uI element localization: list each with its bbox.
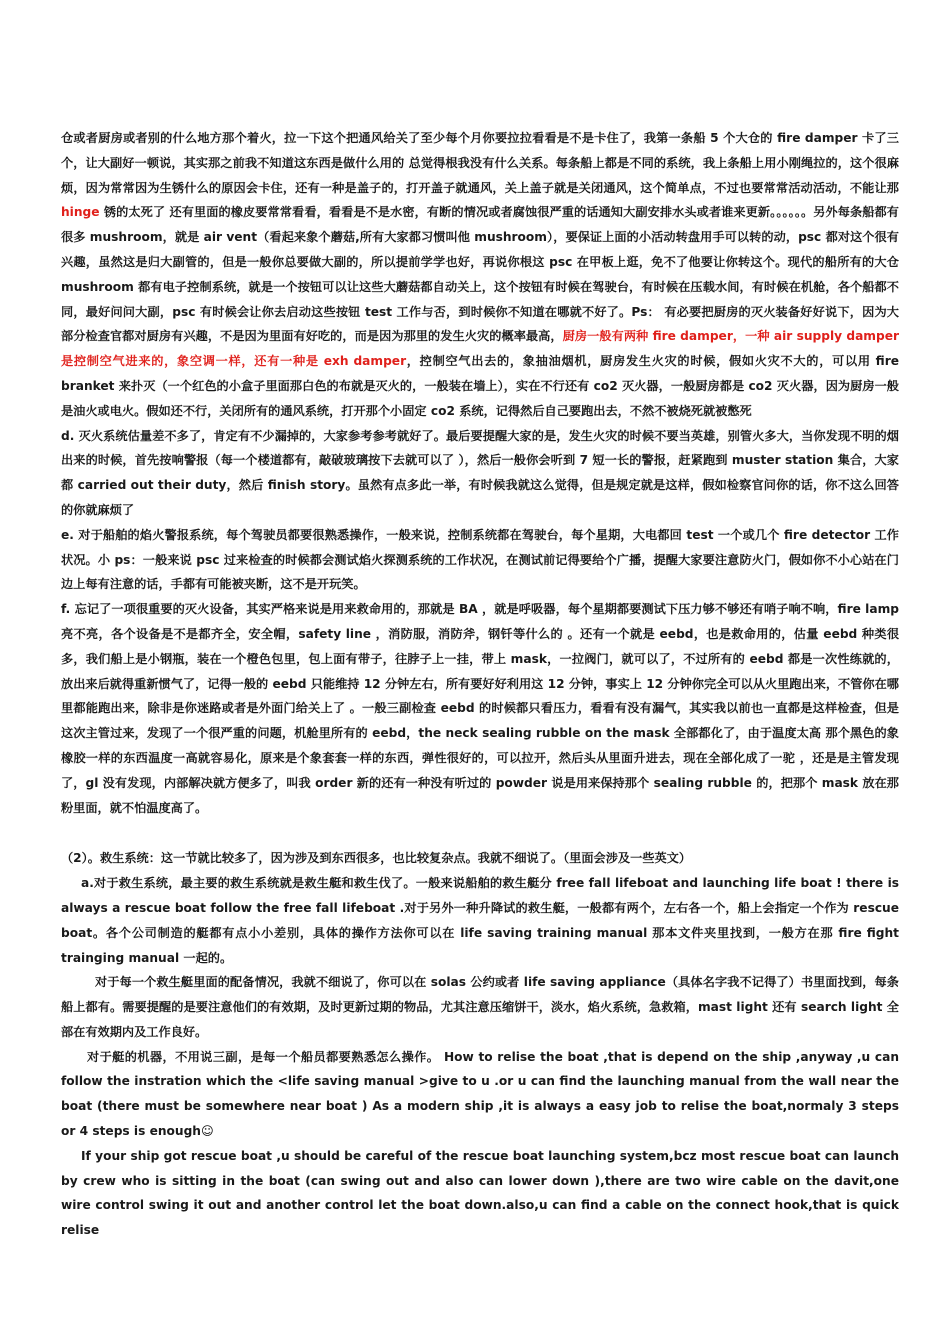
item-f-paragraph: f. 忘记了一项很重要的灭火设备，其实严格来说是用来救命用的，那就是 BA ，就是呼吸器，每个星期都要测试下压力够不够还有哨子响不响，fire lamp 亮不亮，各个设备是不是都齐全，安全帽，safety line ，消防服，消防斧，钢钎等什么的 。还有一个就是 eebd，也是救命用的，估量 eebd 种类很多，我们船上是小钢瓶，装在一个橙色包里，包上面有带子，往脖子上一挂，带上 mask，一拉阀门，就可以了，不过所有的 eebd 都是一次性练就的，放出来后就得重新惯气了，记得一般的 eebd 只能维持 12 分钟左右，所有要好好利用这 12 分钟，事实上 12 分钟你完全可以从火里跑出来，不管你在哪里都能跑出来，除非是你迷路或者是外面门给关上了 。一般三副检查 eebd 的时候都只看压力，看看有没有漏气，其实我以前也一直都是这样检查，但是这次主管过来，发现了一个很严重的问题，机舱里所有的 eebd，the neck sealing rubble on the mask 全部都化了，由于温度太高 那个黑色的象橡胶一样的东西温度一高就容易化，原来是个象套套一样的东西，弹性很好的，可以拉开，然后头从里面升进去，现在全部化成了一驼 ，还是是主管发现了，gl 没有发现，内部解决就方便多了，叫我 order 新的还有一种没有听过的 powder 说是用来保持那个 sealing rubble 的，把那个 mask 放在那粉里面，就不怕温度高了。 bbox=[61, 602, 899, 815]
section-2-heading: （2）。救生系统：这一节就比较多了，因为涉及到东西很多，也比较复杂点。我就不细说了。（里面会涉及一些英文） bbox=[61, 851, 692, 866]
item-d-paragraph: d. 灭火系统估量差不多了，肯定有不少漏掉的，大家参考参考就好了。最后要提醒大家的是，发生火灾的时候不要当英雄，别管火多大，当你发现不明的烟出来的时候，首先按响警报（每一个楼道都有，敲破玻璃按下去就可以了 ），然后一般你会听到 7 短一长的警报，赶紧跑到 muster station 集合，大家都 carried out their duty，然后 finish story。虽然有点多此一举，有时候我就这么觉得，但是规定就是这样，假如检察官问你的话，你不这么回答的你就麻烦了 bbox=[61, 428, 899, 517]
fire-damper-paragraph bbox=[61, 126, 899, 424]
paragraph-text: 锈的太死了 还有里面的橡皮要常常看看，看看是不是水密，有断的情况或者腐蚀很严重的话通知大副安排水头或者谁来更新。。。。。。另外每条船都有很多 mushroom，就是 air vent（看起来象个蘑菇,所有大家都习惯叫他 mushroom），要保证上面的小活动转盘用手可以转的动，psc 都对这个很有兴趣，虽然这是归大副管的，但是一般你总要做大副的，所以提前学学也好，再说你根这 psc 在甲板上逛，免不了他要让你转这个。现代的船所有的大仓 mushroom 都有电子控制系统，就是一个按钮可以让这些大蘑菇都自动关上，这个按钮有时候在驾驶台，有时候在压载水间，有时候在机舱，各个船都不同，最好问问大副，psc 有时候会让你去启动这些按钮 test 工作与否，到时候你不知道在哪就不好了。Ps： 有必要把厨房的灭火装备好好说下，因为大部分检查官都对厨房有兴趣，不是因为里面有好吃的，而是因为那里的发生火灾的概率最高， bbox=[61, 205, 899, 344]
section-gap bbox=[61, 820, 899, 846]
item-e-paragraph: e. 对于船舶的焰火警报系统，每个驾驶员都要很熟悉操作，一般来说，控制系统都在驾驶台，每个星期，大电都回 test 一个或几个 fire detector 工作状况。小 ps：一般来说 psc 过来检查的时候都会测试焰火探测系统的工作状况，在测试前记得要给个广播，提醒大家要注意防火门，假如你不小心站在门边上每有注意的话，手都有可能被夹断，这不是开玩笑。 bbox=[61, 527, 899, 592]
document-body bbox=[61, 126, 899, 1243]
rescue-boat-paragraph: If your ship got rescue boat ,u should be careful of the rescue boat launching system,bcz most rescue boat can launch by crew who is sitting in the boat (can swing out and also can lower down ),there are two wire cable on the davit,one wire control swing it out and another control let the boat down.also,u can find a cable on the connect hook,that is quick relise bbox=[61, 1148, 899, 1238]
item-a-paragraph: a.对于救生系统，最主要的救生系统就是救生艇和救生伐了。一般来说船舶的救生艇分 free fall lifeboat and launching life boat ! there is always a rescue boat follow the free fall lifeboat .对于另外一种升降试的救生艇，一般都有两个，左右各一个，船上会指定一个作为 rescue boat。各个公司制造的艇都有点小小差别，具体的操作方法你可以在 life saving training manual 那本文件夹里找到，一般方在那 fire fight trainging manual 一起的。 bbox=[61, 876, 899, 965]
highlight-kitchen-damper: 厨房一般有两种 fire damper，一种 air supply damper 是控制空气进来的，象空调一样，还有一种是 exh damper bbox=[61, 329, 900, 369]
equipment-paragraph: 对于每一个救生艇里面的配备情况，我就不细说了，你可以在 solas 公约或者 life saving appliance（具体名字我不记得了）书里面找到，每条船上都有。需要提醒的是要注意他们的有效期，及时更新过期的物品，尤其注意压缩饼干，淡水，焰火系统，急救箱，mast light 还有 search light 全部在有效期内及工作良好。 bbox=[61, 975, 899, 1039]
highlight-hinge: hinge bbox=[61, 205, 100, 220]
paragraph-text: ，控制空气出去的，象抽油烟机，厨房发生火灾的时候，假如火灾不大的，可以用 fire branket 来扑灭（一个红色的小盒子里面那白色的布就是灭火的，一般装在墙上），实在不行还有 co2 灭火器，一般厨房都是 co2 灭火器，因为厨房一般是油火或电火。假如还不行，关闭所有的通风系统，打开那个小固定 co2 系统，记得然后自己要跑出去，不然不被烧死就被憋死 bbox=[61, 354, 899, 418]
engine-paragraph: 对于艇的机器，不用说三副，是每一个船员都要熟悉怎么操作。 How to relise the boat ,that is depend on the ship ,anyway ,u can follow the instration which the <life saving manual >give to u .or u can find the launching manual from the wall near the boat (there must be somewhere near boat ) As a modern ship ,it is always a easy job to relise the boat,normaly 3 steps or 4 steps is enough☺ bbox=[61, 1049, 899, 1139]
paragraph-text: 仓或者厨房或者别的什么地方那个着火，拉一下这个把通风给关了至少每个月你要拉拉看看是不是卡住了，我第一条船 5 个大仓的 fire damper 卡了三个，让大副好一顿说，其实那之前我不知道这东西是做什么用的 总觉得根我没有什么关系。每条船上都是不同的系统，我上条船上用小刚绳拉的，这个很麻烦，因为常常因为生锈什么的原因会卡住，还有一种是盖子的，打开盖子就通风，关上盖子就是关闭通风，这个简单点，不过也要常常活动活动，不能让那 bbox=[61, 131, 899, 195]
